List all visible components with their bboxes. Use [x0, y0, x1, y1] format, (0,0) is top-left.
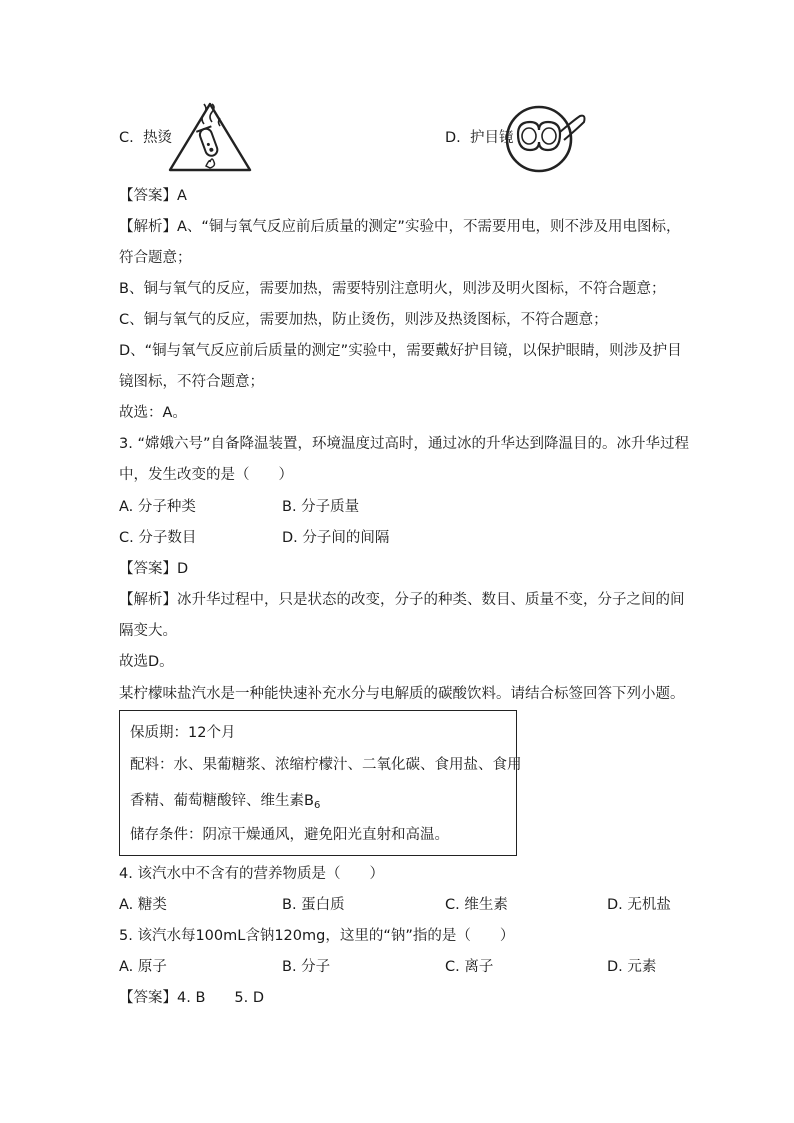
label-storage: 储存条件：阴凉干燥通风，避免阳光直射和高温。	[130, 827, 449, 843]
q4-option-b: B. 蛋白质	[282, 897, 345, 913]
q5-stem: 5. 该汽水每100mL含钠120mg，这里的“钠”指的是（ ）	[119, 928, 515, 944]
q5-option-c: C. 离子	[445, 959, 494, 975]
q3-option-d: D. 分子间的间隔	[282, 530, 390, 546]
q3-option-c: C. 分子数目	[119, 530, 197, 546]
label-ingredients-line-2: 香精、葡萄糖酸锌、维生素$B_6$	[130, 793, 321, 811]
vitamin-subscript: 6	[313, 800, 321, 811]
q3-answer: 【答案】D	[119, 561, 189, 577]
q4-option-c: C. 维生素	[445, 897, 508, 913]
q2-analysis-line-6: 镜图标，不符合题意；	[119, 374, 264, 390]
q3-stem-line-1: 3. “嫦娥六号”自备降温装置，环境温度过高时，通过冰的升华达到降温目的。冰升华过程	[119, 436, 689, 452]
q2-analysis-line-3: B、铜与氧气的反应，需要加热，需要特别注意明火，则涉及明火图标，不符合题意；	[119, 281, 666, 297]
q4-stem: 4. 该汽水中不含有的营养物质是（ ）	[119, 866, 384, 882]
q3-analysis-line-1: 【解析】冰升华过程中，只是状态的改变，分子的种类、数目、质量不变，分子之间的间	[119, 592, 685, 608]
q2-analysis-line-5: D、“铜与氧气反应前后质量的测定”实验中，需要戴好护目镜，以保护眼睛，则涉及护目	[119, 343, 682, 359]
option-c-label: C. 热烫	[119, 130, 172, 146]
final-answer: 【答案】4. B 5. D	[119, 990, 264, 1006]
label-ingredients-line-1: 配料：水、果葡糖浆、浓缩柠檬汁、二氧化碳、食用盐、食用	[130, 757, 522, 773]
q3-option-b: B. 分子质量	[282, 499, 360, 515]
passage-intro: 某柠檬味盐汽水是一种能快速补充水分与电解质的碳酸饮料。请结合标签回答下列小题。	[119, 686, 685, 702]
goggles-icon	[506, 104, 588, 174]
q3-conclusion: 故选D。	[119, 654, 174, 670]
q4-option-a: A. 糖类	[119, 897, 167, 913]
option-d-label: D. 护目镜	[445, 130, 514, 146]
product-label-box	[119, 710, 522, 856]
q3-option-a: A. 分子种类	[119, 499, 196, 515]
q2-analysis-line-2: 符合题意；	[119, 250, 192, 266]
label-shelf-life: 保质期：12个月	[130, 725, 236, 741]
q3-analysis-line-2: 隔变大。	[119, 623, 177, 639]
q5-option-b: B. 分子	[282, 959, 331, 975]
q2-analysis-line-4: C、铜与氧气的反应，需要加热，防止烫伤，则涉及热烫图标，不符合题意；	[119, 312, 608, 328]
q3-stem-line-2: 中，发生改变的是（ ）	[119, 467, 293, 483]
q4-option-d: D. 无机盐	[607, 897, 671, 913]
q2-answer: 【答案】A	[119, 188, 187, 204]
q5-option-d: D. 元素	[607, 959, 657, 975]
q5-option-a: A. 原子	[119, 959, 167, 975]
q2-conclusion: 故选：A。	[119, 405, 187, 421]
hot-surface-warning-icon	[166, 100, 254, 174]
q2-analysis-line-1: 【解析】A、“铜与氧气反应前后质量的测定”实验中，不需要用电，则不涉及用电图标，	[119, 219, 681, 235]
